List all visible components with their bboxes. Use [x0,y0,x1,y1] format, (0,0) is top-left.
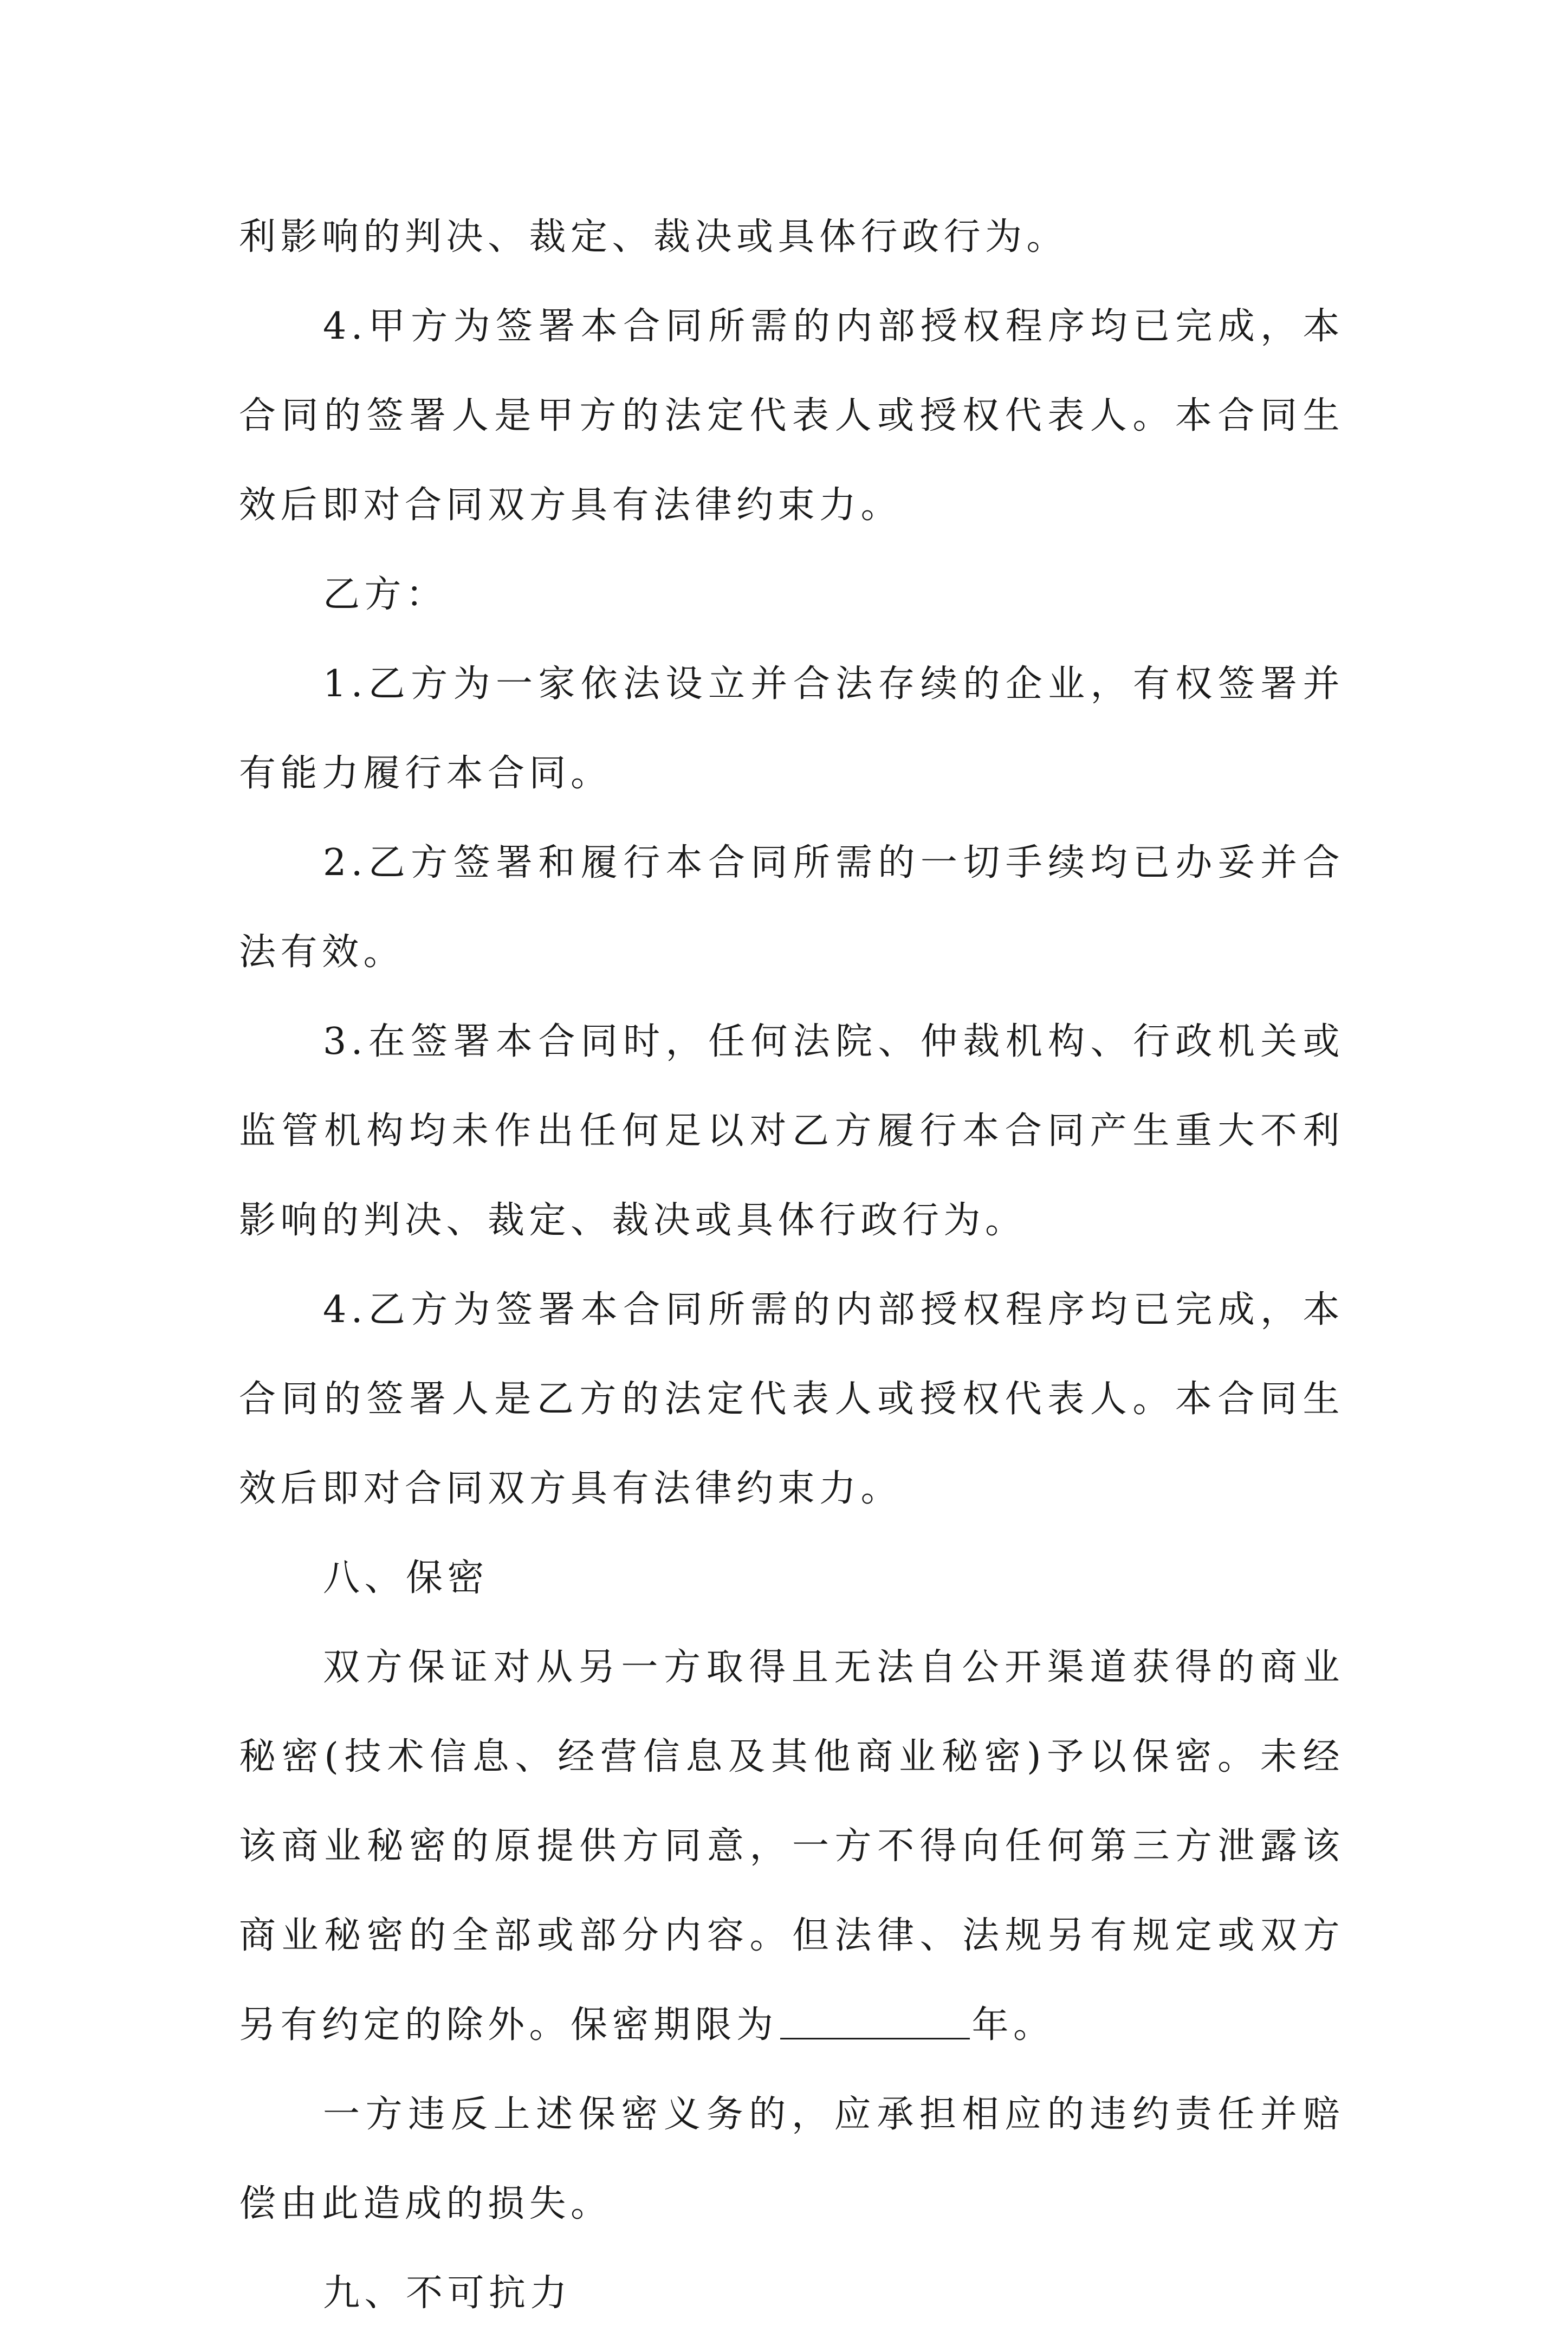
confidentiality-text: 双方保证对从另一方取得且无法自公开渠道获得的商业秘密(技术信息、经营信息及其他商业秘密)予以保密。未经该商业秘密的原提供方同意，一方不得向任何第三方泄露该商业秘密的全部或部分内容。但法律、法规另有规定或双方另有约定的除外。保密期限为 [239,1646,1344,2046]
paragraph-breach-liability: 一方违反上述保密义务的，应承担相应的违约责任并赔偿由此造成的损失。 [239,2093,1344,2225]
document-body [239,192,1344,2338]
paragraph-confidentiality [239,1623,1344,2070]
paragraph-continuation: 利影响的判决、裁定、裁决或具体行政行为。 [239,216,1068,258]
paragraph-party-b-clause-4: 4.乙方为签署本合同所需的内部授权程序均已完成，本合同的签署人是乙方的法定代表人或授权代表人。本合同生效后即对合同双方具有法律约束力。 [239,1288,1344,1510]
paragraph-party-b-clause-2: 2.乙方签署和履行本合同所需的一切手续均已办妥并合法有效。 [239,841,1344,974]
confidentiality-term-blank[interactable] [780,2001,970,2039]
paragraph-party-b-clause-1: 1.乙方为一家依法设立并合法存续的企业，有权签署并有能力履行本合同。 [239,663,1344,795]
paragraph-party-a-clause-4: 4.甲方为签署本合同所需的内部授权程序均已完成，本合同的签署人是甲方的法定代表人或授权代表人。本合同生效后即对合同双方具有法律约束力。 [239,305,1344,527]
section-heading-force-majeure: 九、不可抗力 [323,2272,572,2315]
confidentiality-term-unit: 年。 [971,2004,1055,2046]
paragraph-party-b-clause-3: 3.在签署本合同时，任何法院、仲裁机构、行政机关或监管机构均未作出任何足以对乙方履行本合同产生重大不利影响的判决、裁定、裁决或具体行政行为。 [239,1020,1344,1242]
heading-party-b: 乙方： [323,573,448,616]
section-heading-confidentiality: 八、保密 [323,1557,489,1599]
